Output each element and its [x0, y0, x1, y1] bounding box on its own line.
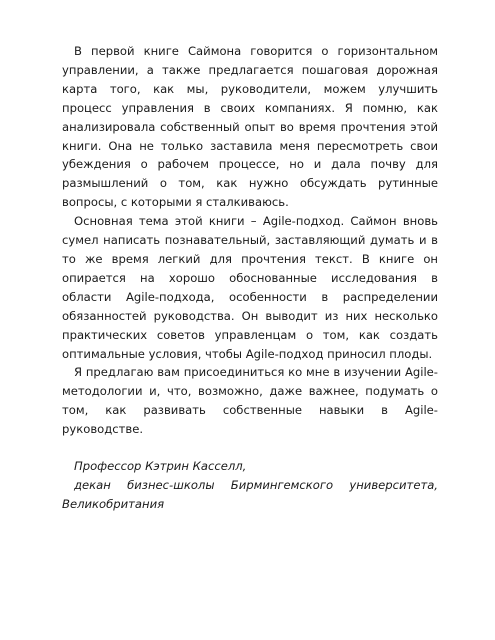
signature-title: декан бизнес-школы Бирмингемского университета,: [74, 477, 438, 492]
signature-block: [62, 457, 438, 514]
paragraph-3: Я предлагаю вам присоединиться ко мне в изучении Agile-методологии и, что, возможно, даже важнее, подумать о том, как развивать собственные навыки в Agile-руководстве.: [62, 365, 438, 437]
paragraph-1: В первой книге Саймона говорится о горизонтальном управлении, а также предлагается пошаговая дорожная карта того, как мы, руководители, можем улучшить процесс управления в своих компаниях. Я помню, как анализировала собственный опыт во время прочтения этой книги. Она не только заставила меня пересмотреть свои убеждения о рабочем процессе, но и дала почву для размышлений о том, как нужно обсуждать рутинные вопросы, с которыми я сталкиваюсь.: [62, 44, 438, 210]
signature-country: Великобритания: [62, 496, 165, 511]
signature-name: Профессор Кэтрин Касселл,: [74, 459, 247, 474]
paragraph-2: Основная тема этой книги – Agile-подход. Саймон вновь сумел написать познавательный, заставляющий думать и в то же время легкий для прочтения текст. В книге он опирается на хорошо обоснованные исследования в области Agile-подхода, особенности в распределении обязанностей руководства. Он выводит из них несколько практических советов управленцам о том, как создать оптимальные условия, чтобы Agile-подход приносил плоды.: [62, 214, 438, 361]
document-page: [62, 42, 438, 514]
